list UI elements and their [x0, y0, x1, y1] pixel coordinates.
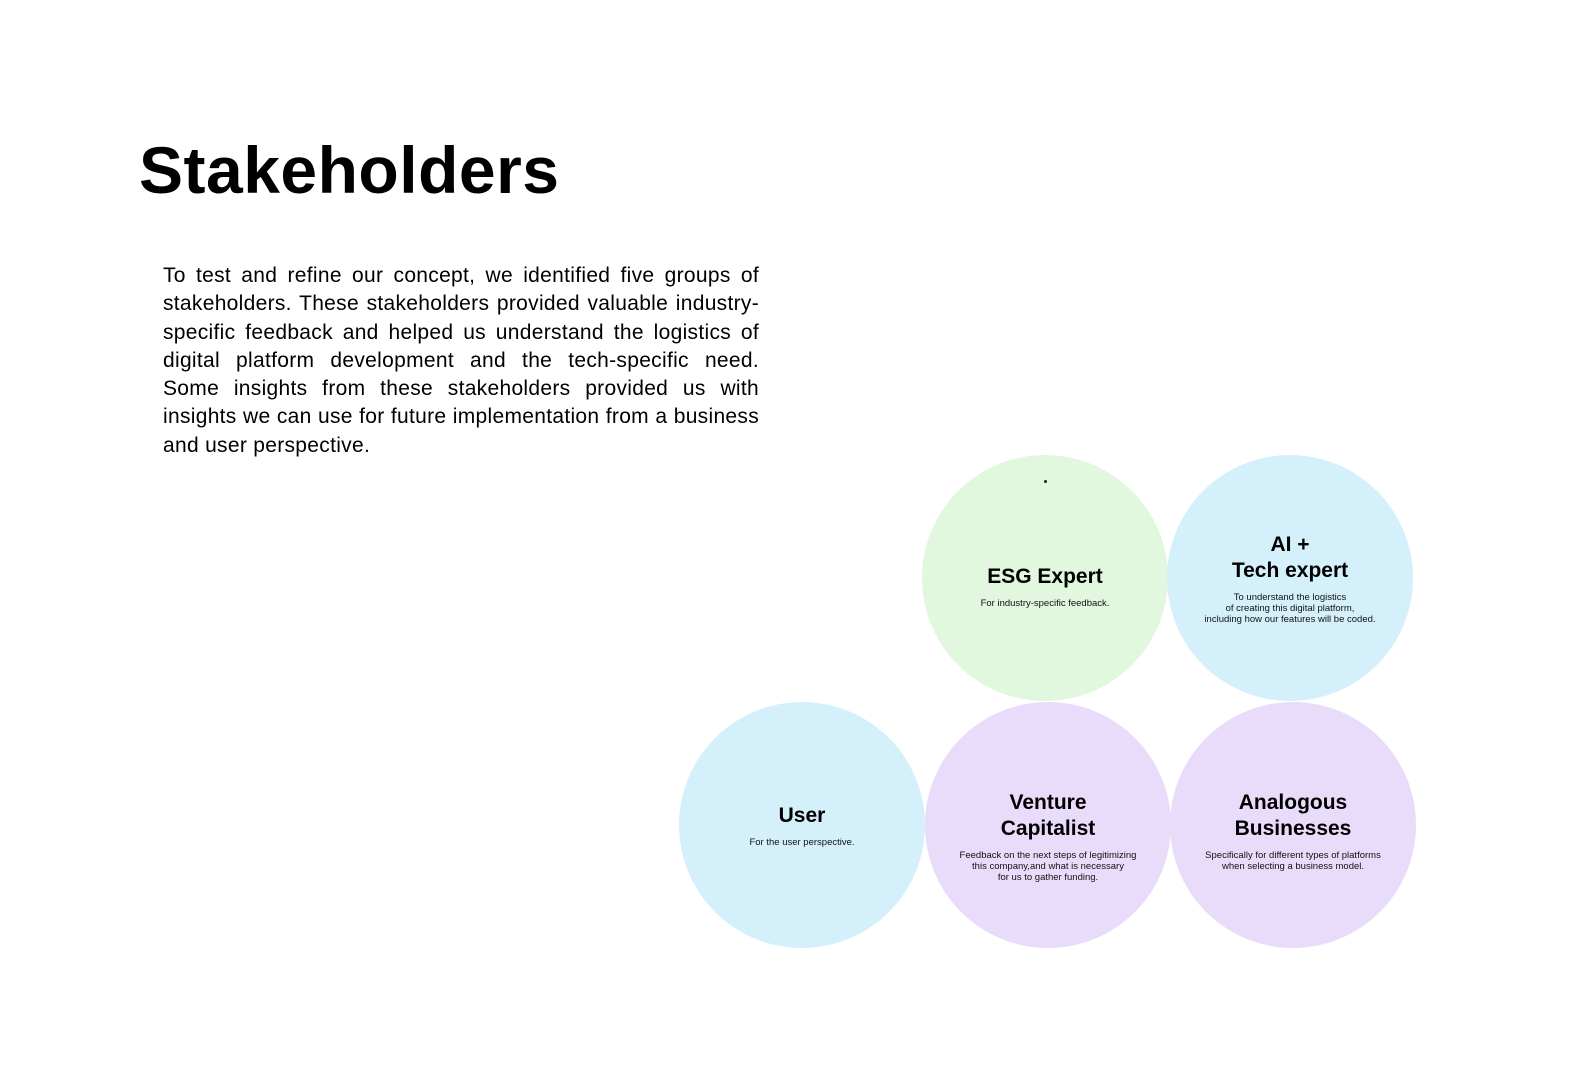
stakeholder-venture-capitalist	[925, 702, 1171, 948]
stakeholder-esg-expert	[922, 455, 1168, 701]
stakeholder-description: Specifically for different types of platforms when selecting a business model.	[1205, 850, 1381, 872]
page-title: Stakeholders	[139, 133, 560, 207]
stakeholder-name: Analogous Businesses	[1234, 791, 1352, 840]
stakeholder-name: AI + Tech expert	[1231, 532, 1349, 582]
stakeholder-user	[679, 702, 925, 948]
stakeholder-description: Feedback on the next steps of legitimizing this company,and what is necessary for us to gather funding.	[959, 849, 1137, 883]
stakeholder-ai-tech-expert	[1167, 455, 1413, 701]
stakeholder-description: For industry-specific feedback.	[980, 597, 1110, 609]
stakeholder-description: To understand the logistics of creating this digital platform, including how our features will be coded.	[1204, 591, 1376, 625]
stakeholder-name: ESG Expert	[987, 564, 1103, 588]
decorative-dot	[1044, 480, 1047, 483]
stakeholder-name: User	[778, 803, 826, 827]
intro-paragraph: To test and refine our concept, we identified five groups of stakeholders. These stakeholders provided valuable industry-specific feedback and helped us understand the logistics of digital platform development and the tech-specific need. Some insights from these stakeholders provided us with insights we can use for future implementation from a business and user perspective.	[163, 264, 759, 457]
stakeholder-description: For the user perspective.	[749, 836, 855, 848]
stakeholder-name: Venture Capitalist	[1000, 790, 1096, 840]
stakeholder-analogous-businesses	[1170, 702, 1416, 948]
